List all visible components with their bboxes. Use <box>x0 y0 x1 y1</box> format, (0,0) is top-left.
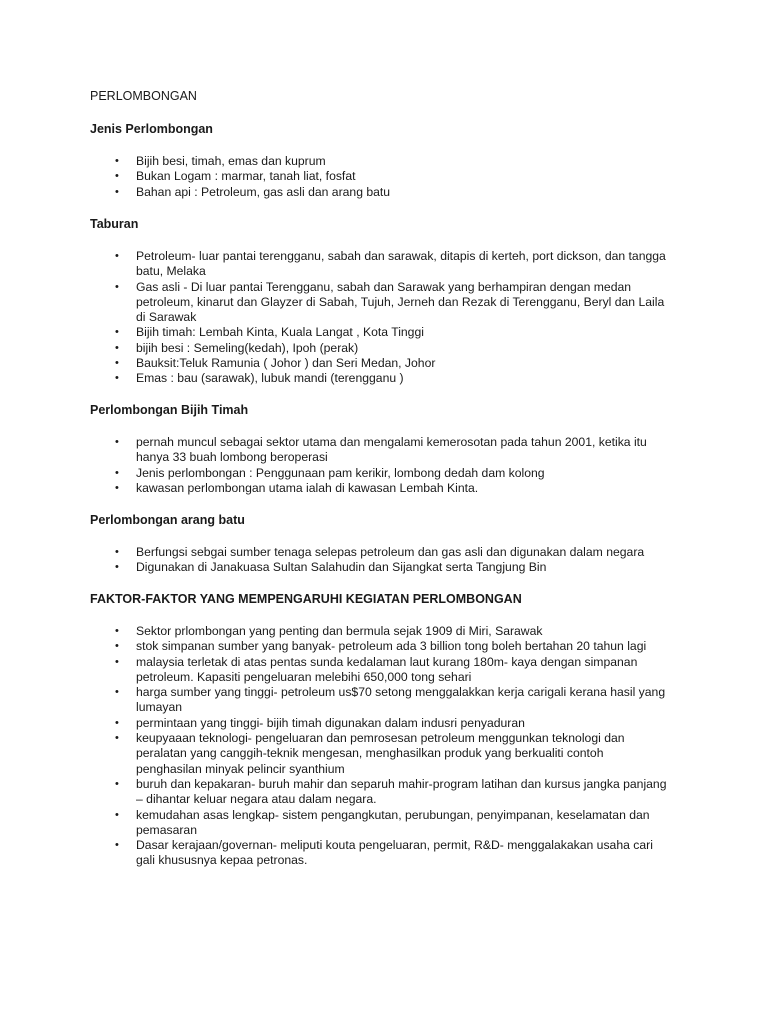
bullet-icon: • <box>115 436 119 448</box>
bullet-list <box>90 435 690 496</box>
section-heading: FAKTOR-FAKTOR YANG MEMPENGARUHI KEGIATAN PERLOMBONGAN <box>90 592 522 606</box>
bullet-icon: • <box>115 170 119 183</box>
list-item-text: Bahan api : Petroleum, gas asli dan arang batu <box>136 184 391 199</box>
list-item-text: buruh dan kepakaran- buruh mahir dan separuh mahir-program latihan dan kursus jangka panjang – dihantar keluar negara atau dalam negara. <box>136 776 667 807</box>
list-item <box>90 685 668 716</box>
list-item-text: Sektor prlombongan yang penting dan bermula sejak 1909 di Miri, Sarawak <box>136 624 543 638</box>
list-item <box>90 808 668 839</box>
bullet-icon: • <box>115 561 119 574</box>
bullet-icon: • <box>115 808 119 821</box>
bullet-icon: • <box>115 777 119 790</box>
bullet-icon: • <box>115 341 119 354</box>
bullet-icon: • <box>115 686 119 699</box>
list-item <box>90 325 668 340</box>
list-item-text: Berfungsi sebgai sumber tenaga selepas petroleum dan gas asli dan digunakan dalam negara <box>136 545 645 559</box>
list-item-text: stok simpanan sumber yang banyak- petroleum ada 3 billion tong boleh bertahan 20 tahun lagi <box>136 639 647 654</box>
section-faktor-faktor <box>90 592 690 869</box>
list-item <box>90 341 668 356</box>
list-item <box>90 185 668 200</box>
section-heading: Jenis Perlombongan <box>90 122 213 136</box>
list-item <box>90 716 668 731</box>
list-item-text: kawasan perlombongan utama ialah di kawasan Lembah Kinta. <box>136 480 479 495</box>
list-item-text: Dasar kerajaan/governan- meliputi kouta pengeluaran, permit, R&D- menggalakakan usaha cari gali khususnya kepaa petronas. <box>136 838 653 868</box>
bullet-icon: • <box>115 280 119 293</box>
list-item-text: Bukan Logam : marmar, tanah liat, fosfat <box>136 169 356 184</box>
list-item <box>90 435 668 466</box>
section-heading: Perlombongan arang batu <box>90 513 245 527</box>
list-item-text: pernah muncul sebagai sektor utama dan mengalami kemerosotan pada tahun 2001, ketika itu hanya 33 buah lombong beroperasi <box>136 435 647 465</box>
list-item-text: Bijih besi, timah, emas dan kuprum <box>136 154 326 168</box>
bullet-icon: • <box>115 839 119 852</box>
list-item-text: Petroleum- luar pantai terengganu, sabah dan sarawak, ditapis di kerteh, port dickson, dan tangga batu, Melaka <box>136 249 666 279</box>
bullet-list <box>90 545 690 576</box>
list-item-text: Bijih timah: Lembah Kinta, Kuala Langat , Kota Tinggi <box>136 325 424 340</box>
list-item <box>90 639 668 654</box>
list-item-text: Digunakan di Janakuasa Sultan Salahudin dan Sijangkat serta Tangjung Bin <box>136 560 547 575</box>
bullet-list <box>90 154 690 200</box>
bullet-icon: • <box>115 326 119 339</box>
list-item <box>90 481 668 496</box>
bullet-icon: • <box>115 466 119 479</box>
list-item <box>90 356 668 371</box>
list-item-text: kemudahan asas lengkap- sistem pengangkutan, perubungan, penyimpanan, keselamatan dan pemasaran <box>136 807 650 837</box>
list-item <box>90 371 668 386</box>
list-item <box>90 466 668 481</box>
bullet-list <box>90 249 690 387</box>
list-item <box>90 655 668 686</box>
list-item <box>90 169 668 184</box>
list-item-text: Gas asli - Di luar pantai Terengganu, sabah dan Sarawak yang berhampiran dengan medan petroleum, kinarut dan Glayzer di Sabah, Tujuh, Jerneh dan Rezak di Terengganu, Beryl dan Laila di Sarawak <box>136 279 665 325</box>
bullet-list <box>90 624 690 869</box>
section-perlombongan-arang-batu <box>90 513 690 576</box>
bullet-icon: • <box>115 625 119 637</box>
bullet-icon: • <box>115 716 119 729</box>
list-item <box>90 249 668 280</box>
section-heading: Taburan <box>90 217 139 231</box>
bullet-icon: • <box>115 250 119 262</box>
section-perlombongan-bijih-timah <box>90 403 690 496</box>
list-item-text: harga sumber yang tinggi- petroleum us$70 setong menggalakkan kerja carigali kerana hasil yang lumayan <box>136 685 666 715</box>
list-item <box>90 731 668 777</box>
bullet-icon: • <box>115 640 119 653</box>
list-item <box>90 624 668 639</box>
bullet-icon: • <box>115 155 119 167</box>
list-item <box>90 560 668 575</box>
list-item-text: keupyaaan teknologi- pengeluaran dan pemrosesan petroleum menggunkan teknologi dan peralatan yang canggih-teknik mengesan, menghasilkan produk yang berkualiti contoh penghasilan minyak pelincir syanthium <box>136 731 625 776</box>
list-item-text: Emas : bau (sarawak), lubuk mandi (terengganu ) <box>136 371 404 386</box>
document-title: PERLOMBONGAN <box>90 89 197 103</box>
bullet-icon: • <box>115 185 119 198</box>
bullet-icon: • <box>115 481 119 494</box>
list-item-text: permintaan yang tinggi- bijih timah digunakan dalam indusri penyaduran <box>136 715 525 730</box>
list-item-text: Bauksit:Teluk Ramunia ( Johor ) dan Seri Medan, Johor <box>136 356 436 371</box>
bullet-icon: • <box>115 732 119 745</box>
list-item-text: malaysia terletak di atas pentas sunda kedalaman laut kurang 180m- kaya dengan simpanan petroleum. Kapasiti pengeluaran melebihi 650,000 tong sehari <box>136 654 638 684</box>
bullet-icon: • <box>115 546 119 558</box>
list-item <box>90 280 668 326</box>
bullet-icon: • <box>115 372 119 385</box>
section-jenis-perlombongan <box>90 122 690 200</box>
list-item-text: bijih besi : Semeling(kedah), Ipoh (perak) <box>136 340 359 355</box>
bullet-icon: • <box>115 357 119 370</box>
list-item <box>90 838 668 869</box>
list-item <box>90 545 668 560</box>
bullet-icon: • <box>115 655 119 668</box>
list-item <box>90 154 668 169</box>
section-taburan <box>90 217 690 387</box>
list-item-text: Jenis perlombongan : Penggunaan pam kerikir, lombong dedah dam kolong <box>136 465 545 480</box>
section-heading: Perlombongan Bijih Timah <box>90 403 249 417</box>
list-item <box>90 777 668 808</box>
